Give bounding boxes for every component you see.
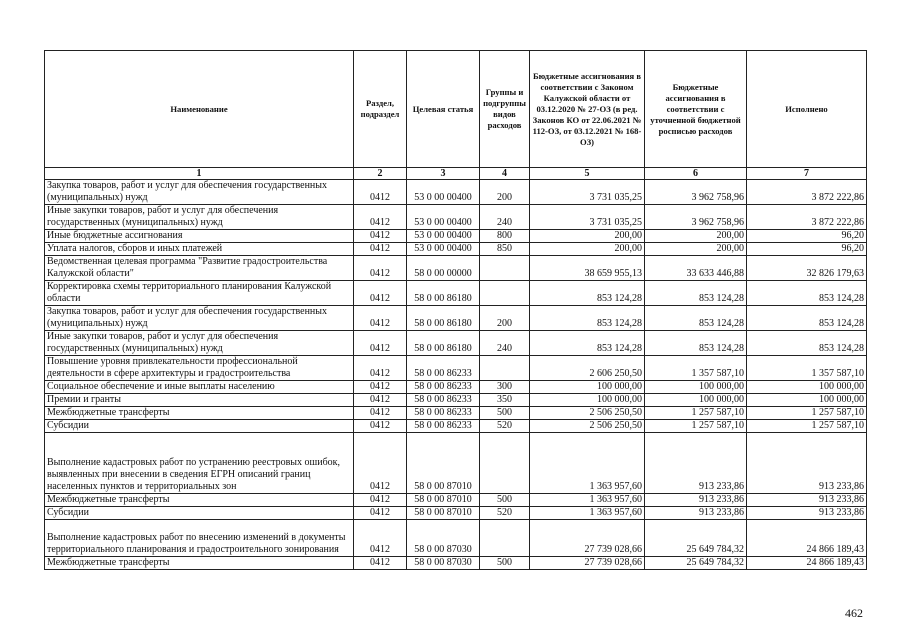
cell-name: Выполнение кадастровых работ по внесению изменений в документы территориального планирования и градостроительного зонирования — [45, 520, 354, 557]
table-row — [45, 243, 867, 256]
cell-group: 500 — [480, 557, 530, 570]
cell-executed: 853 124,28 — [747, 331, 867, 356]
cell-approved: 853 124,28 — [530, 306, 645, 331]
table-row — [45, 205, 867, 230]
cell-approved: 2 506 250,50 — [530, 420, 645, 433]
column-number: 3 — [407, 168, 480, 180]
budget-table — [44, 50, 867, 570]
cell-target: 53 0 00 00400 — [407, 230, 480, 243]
cell-target: 53 0 00 00400 — [407, 205, 480, 230]
cell-group — [480, 433, 530, 494]
cell-approved: 27 739 028,66 — [530, 557, 645, 570]
table-row — [45, 394, 867, 407]
cell-approved: 3 731 035,25 — [530, 205, 645, 230]
table-row — [45, 281, 867, 306]
cell-target: 58 0 00 00000 — [407, 256, 480, 281]
cell-target: 58 0 00 86180 — [407, 331, 480, 356]
cell-target: 58 0 00 86233 — [407, 381, 480, 394]
cell-approved: 853 124,28 — [530, 331, 645, 356]
table-row — [45, 407, 867, 420]
cell-section: 0412 — [354, 394, 407, 407]
cell-group: 300 — [480, 381, 530, 394]
cell-group — [480, 520, 530, 557]
cell-section: 0412 — [354, 407, 407, 420]
cell-approved: 200,00 — [530, 243, 645, 256]
cell-target: 58 0 00 86180 — [407, 281, 480, 306]
column-number: 5 — [530, 168, 645, 180]
cell-executed: 1 257 587,10 — [747, 420, 867, 433]
table-row — [45, 256, 867, 281]
table-body — [45, 180, 867, 570]
table-row — [45, 356, 867, 381]
header-refined: Бюджетные ассигнования в соответствии с уточненной бюджетной росписью расходов — [645, 51, 747, 168]
cell-executed: 24 866 189,43 — [747, 557, 867, 570]
cell-name: Закупка товаров, работ и услуг для обеспечения государственных (муниципальных) нужд — [45, 306, 354, 331]
table-row — [45, 433, 867, 494]
cell-section: 0412 — [354, 381, 407, 394]
column-number: 7 — [747, 168, 867, 180]
page-number: 462 — [845, 606, 863, 620]
cell-group: 240 — [480, 331, 530, 356]
cell-refined: 200,00 — [645, 243, 747, 256]
cell-approved: 3 731 035,25 — [530, 180, 645, 205]
cell-approved: 2 506 250,50 — [530, 407, 645, 420]
cell-group — [480, 281, 530, 306]
cell-target: 58 0 00 86233 — [407, 394, 480, 407]
cell-section: 0412 — [354, 243, 407, 256]
table-row — [45, 557, 867, 570]
cell-group: 520 — [480, 420, 530, 433]
cell-name: Межбюджетные трансферты — [45, 407, 354, 420]
cell-executed: 100 000,00 — [747, 394, 867, 407]
cell-refined: 100 000,00 — [645, 394, 747, 407]
cell-section: 0412 — [354, 180, 407, 205]
cell-section: 0412 — [354, 433, 407, 494]
cell-section: 0412 — [354, 331, 407, 356]
cell-target: 58 0 00 86233 — [407, 407, 480, 420]
cell-executed: 3 872 222,86 — [747, 180, 867, 205]
cell-approved: 1 363 957,60 — [530, 494, 645, 507]
column-number: 2 — [354, 168, 407, 180]
cell-executed: 913 233,86 — [747, 433, 867, 494]
cell-approved: 1 363 957,60 — [530, 433, 645, 494]
table-row — [45, 180, 867, 205]
cell-executed: 913 233,86 — [747, 507, 867, 520]
cell-target: 58 0 00 87010 — [407, 433, 480, 494]
column-number-row — [45, 168, 867, 180]
cell-approved: 27 739 028,66 — [530, 520, 645, 557]
cell-name: Иные закупки товаров, работ и услуг для обеспечения государственных (муниципальных) нужд — [45, 331, 354, 356]
cell-target: 58 0 00 86233 — [407, 356, 480, 381]
cell-target: 58 0 00 87030 — [407, 520, 480, 557]
cell-group: 240 — [480, 205, 530, 230]
cell-group: 520 — [480, 507, 530, 520]
cell-section: 0412 — [354, 494, 407, 507]
cell-approved: 853 124,28 — [530, 281, 645, 306]
column-number: 6 — [645, 168, 747, 180]
cell-target: 58 0 00 86180 — [407, 306, 480, 331]
header-approved: Бюджетные ассигнования в соответствии с Законом Калужской области от 03.12.2020 № 27-ОЗ (в ред. Законов КО от 22.06.2021 № 112-ОЗ, от 03.12.2021 № 168-ОЗ) — [530, 51, 645, 168]
cell-refined: 200,00 — [645, 230, 747, 243]
cell-name: Субсидии — [45, 507, 354, 520]
cell-refined: 1 257 587,10 — [645, 407, 747, 420]
cell-approved: 38 659 955,13 — [530, 256, 645, 281]
cell-executed: 96,20 — [747, 230, 867, 243]
cell-name: Повышение уровня привлекательности профессиональной деятельности в сфере архитектуры и градостроительства — [45, 356, 354, 381]
cell-name: Закупка товаров, работ и услуг для обеспечения государственных (муниципальных) нужд — [45, 180, 354, 205]
cell-section: 0412 — [354, 230, 407, 243]
cell-approved: 100 000,00 — [530, 381, 645, 394]
cell-approved: 100 000,00 — [530, 394, 645, 407]
cell-name: Ведомственная целевая программа "Развитие градостроительства Калужской области" — [45, 256, 354, 281]
cell-refined: 913 233,86 — [645, 507, 747, 520]
cell-executed: 1 357 587,10 — [747, 356, 867, 381]
cell-name: Межбюджетные трансферты — [45, 494, 354, 507]
cell-executed: 100 000,00 — [747, 381, 867, 394]
cell-target: 58 0 00 87030 — [407, 557, 480, 570]
cell-target: 58 0 00 86233 — [407, 420, 480, 433]
cell-group: 500 — [480, 494, 530, 507]
cell-refined: 3 962 758,96 — [645, 205, 747, 230]
header-group: Группы и подгруппы видов расходов — [480, 51, 530, 168]
cell-executed: 1 257 587,10 — [747, 407, 867, 420]
cell-section: 0412 — [354, 256, 407, 281]
cell-target: 58 0 00 87010 — [407, 507, 480, 520]
cell-executed: 913 233,86 — [747, 494, 867, 507]
cell-section: 0412 — [354, 306, 407, 331]
cell-refined: 25 649 784,32 — [645, 520, 747, 557]
table-row — [45, 494, 867, 507]
table-row — [45, 381, 867, 394]
cell-approved: 2 606 250,50 — [530, 356, 645, 381]
cell-refined: 1 257 587,10 — [645, 420, 747, 433]
table-row — [45, 230, 867, 243]
cell-section: 0412 — [354, 281, 407, 306]
cell-refined: 913 233,86 — [645, 494, 747, 507]
cell-refined: 3 962 758,96 — [645, 180, 747, 205]
cell-name: Выполнение кадастровых работ по устранению реестровых ошибок, выявленных при внесении в сведения ЕГРН описаний границ населенных пунктов и территориальных зон — [45, 433, 354, 494]
cell-name: Субсидии — [45, 420, 354, 433]
cell-name: Иные бюджетные ассигнования — [45, 230, 354, 243]
cell-executed: 853 124,28 — [747, 281, 867, 306]
cell-approved: 200,00 — [530, 230, 645, 243]
cell-section: 0412 — [354, 420, 407, 433]
table-row — [45, 306, 867, 331]
cell-section: 0412 — [354, 520, 407, 557]
cell-executed: 96,20 — [747, 243, 867, 256]
cell-group: 200 — [480, 180, 530, 205]
cell-group: 350 — [480, 394, 530, 407]
cell-group: 200 — [480, 306, 530, 331]
cell-refined: 853 124,28 — [645, 306, 747, 331]
cell-refined: 1 357 587,10 — [645, 356, 747, 381]
cell-group — [480, 356, 530, 381]
header-executed: Исполнено — [747, 51, 867, 168]
cell-refined: 913 233,86 — [645, 433, 747, 494]
cell-refined: 25 649 784,32 — [645, 557, 747, 570]
cell-refined: 853 124,28 — [645, 281, 747, 306]
cell-group — [480, 256, 530, 281]
cell-group: 500 — [480, 407, 530, 420]
cell-executed: 853 124,28 — [747, 306, 867, 331]
header-row — [45, 51, 867, 168]
header-name: Наименование — [45, 51, 354, 168]
cell-section: 0412 — [354, 205, 407, 230]
table-row — [45, 331, 867, 356]
cell-executed: 24 866 189,43 — [747, 520, 867, 557]
cell-refined: 853 124,28 — [645, 331, 747, 356]
table-row — [45, 507, 867, 520]
header-section: Раздел, подраздел — [354, 51, 407, 168]
cell-target: 53 0 00 00400 — [407, 180, 480, 205]
cell-target: 58 0 00 87010 — [407, 494, 480, 507]
table-row — [45, 420, 867, 433]
column-number: 4 — [480, 168, 530, 180]
cell-name: Межбюджетные трансферты — [45, 557, 354, 570]
cell-name: Уплата налогов, сборов и иных платежей — [45, 243, 354, 256]
cell-target: 53 0 00 00400 — [407, 243, 480, 256]
cell-executed: 3 872 222,86 — [747, 205, 867, 230]
cell-name: Корректировка схемы территориального планирования Калужской области — [45, 281, 354, 306]
cell-name: Премии и гранты — [45, 394, 354, 407]
cell-name: Иные закупки товаров, работ и услуг для обеспечения государственных (муниципальных) нужд — [45, 205, 354, 230]
cell-group: 850 — [480, 243, 530, 256]
cell-section: 0412 — [354, 356, 407, 381]
cell-refined: 33 633 446,88 — [645, 256, 747, 281]
table-row — [45, 520, 867, 557]
cell-group: 800 — [480, 230, 530, 243]
cell-name: Социальное обеспечение и иные выплаты населению — [45, 381, 354, 394]
cell-executed: 32 826 179,63 — [747, 256, 867, 281]
column-number: 1 — [45, 168, 354, 180]
cell-approved: 1 363 957,60 — [530, 507, 645, 520]
cell-section: 0412 — [354, 507, 407, 520]
header-target: Целевая статья — [407, 51, 480, 168]
cell-section: 0412 — [354, 557, 407, 570]
cell-refined: 100 000,00 — [645, 381, 747, 394]
